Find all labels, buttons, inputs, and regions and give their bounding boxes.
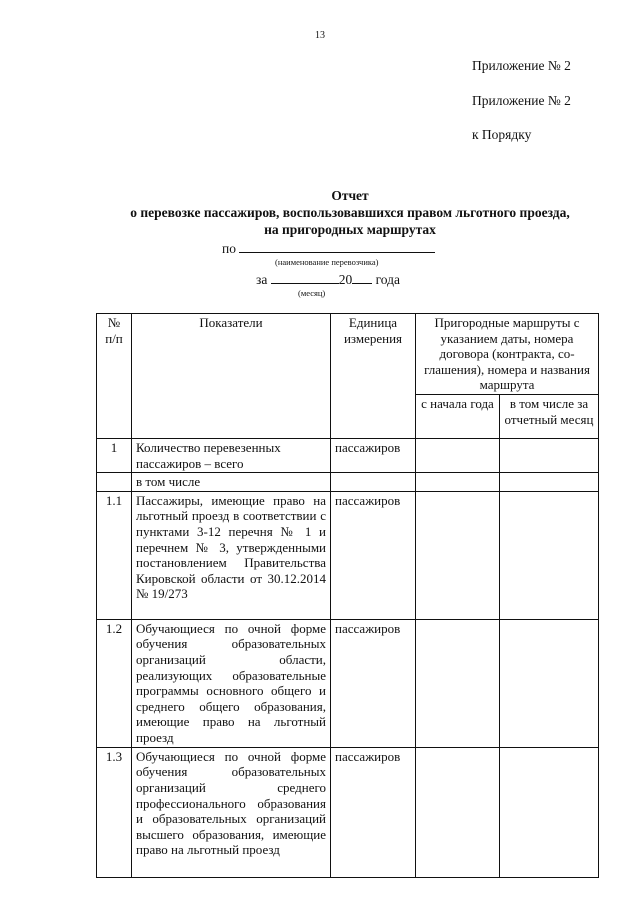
row-num: 1.2 <box>97 619 132 747</box>
appendix-line-1: Приложение № 2 <box>472 58 571 73</box>
row-unit: пассажиров <box>331 438 416 472</box>
cell-since-year <box>416 491 500 619</box>
table-row <box>97 619 599 747</box>
cell-incl-month <box>500 491 599 619</box>
cell-since-year <box>416 438 500 472</box>
cell-incl-month <box>500 747 599 877</box>
page-number: 13 <box>315 30 325 41</box>
row-indicator: Обучающиеся по очной форме обучения образовательных организаций среднего профессионального образования и образовательных организаций высшего образования, имеющие право на льготный проезд <box>132 747 331 877</box>
header-routes: Пригородные маршруты с указанием даты, номера договора (контракта, со-глашения), номера и названия маршрута <box>416 314 599 395</box>
za-label: за <box>256 272 268 287</box>
table-row <box>97 747 599 877</box>
row-num: 1.1 <box>97 491 132 619</box>
period-line <box>256 271 400 288</box>
report-title <box>60 187 640 238</box>
carrier-blank <box>239 240 435 253</box>
carrier-line <box>222 240 435 257</box>
row-unit: пассажиров <box>331 747 416 877</box>
header-num: № п/п <box>97 314 132 439</box>
table-row <box>97 491 599 619</box>
carrier-hint: (наименование перевозчика) <box>275 257 379 267</box>
header-row <box>97 314 599 395</box>
row-unit <box>331 473 416 492</box>
appendix-line-3: к Порядку <box>472 127 532 142</box>
cell-incl-month <box>500 619 599 747</box>
header-since-year: с начала года <box>416 394 500 438</box>
row-indicator: Количество перевезенных пассажиров – всего <box>132 438 331 472</box>
cell-since-year <box>416 473 500 492</box>
year-suffix: года <box>375 272 401 287</box>
header-unit: Единица измерения <box>331 314 416 439</box>
report-subtitle-2: на пригородных маршрутах <box>264 222 436 237</box>
row-num: 1.3 <box>97 747 132 877</box>
row-indicator: Пассажиры, имеющие право на льготный проезд в соответствии с пунктами 3-12 перечня № 1 и перечнем № 3, утвержденными постановлением Правительства Кировской области от 30.12.2014 № 19/273 <box>132 491 331 619</box>
year-prefix: 20 <box>338 272 353 287</box>
appendix-line-2: Приложение № 2 <box>472 93 571 108</box>
row-unit: пассажиров <box>331 491 416 619</box>
cell-since-year <box>416 747 500 877</box>
row-indicator: в том числе <box>132 473 331 492</box>
report-heading: Отчет <box>331 188 369 203</box>
po-label: по <box>222 241 236 256</box>
row-num: 1 <box>97 438 132 472</box>
year-blank <box>352 271 372 284</box>
report-table <box>96 313 599 878</box>
cell-incl-month <box>500 473 599 492</box>
month-hint: (месяц) <box>298 288 326 298</box>
row-unit: пассажиров <box>331 619 416 747</box>
cell-since-year <box>416 619 500 747</box>
header-indicators: Показатели <box>132 314 331 439</box>
report-subtitle: о перевозке пассажиров, воспользовавшихся правом льготного проезда, <box>130 205 570 220</box>
cell-incl-month <box>500 438 599 472</box>
table-row <box>97 438 599 472</box>
month-blank <box>271 271 339 284</box>
row-indicator: Обучающиеся по очной форме обучения образовательных организаций области, реализующих образовательные программы основного общего и среднего общего образования, имеющие право на льготный проезд <box>132 619 331 747</box>
row-num <box>97 473 132 492</box>
table-row <box>97 473 599 492</box>
header-incl-month: в том числе за отчетный месяц <box>500 394 599 438</box>
